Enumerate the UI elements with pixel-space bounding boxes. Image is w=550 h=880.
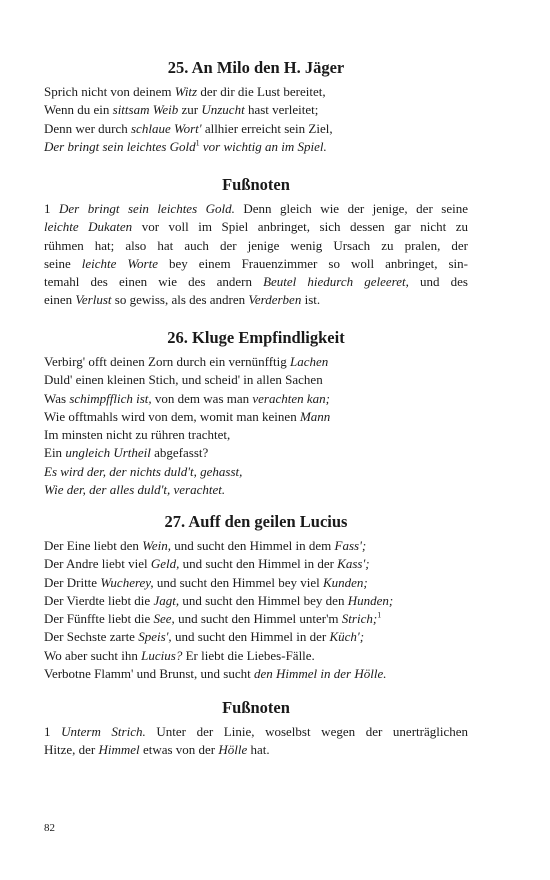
italic-run: Fass'; — [334, 538, 367, 553]
text-run: Wo aber sucht ihn — [44, 647, 142, 663]
footnote-line — [44, 237, 468, 255]
footnote-marker: 1 — [195, 138, 200, 148]
footnote-line — [44, 200, 468, 218]
italic-run: Wie der, der alles duld't, verachtet. — [44, 482, 226, 498]
footnotes-heading-2: Fußnoten — [222, 698, 290, 717]
text-run: allhier erreicht sein Ziel, — [201, 120, 333, 136]
text-run: Hitze, der — [44, 742, 99, 758]
verse-line — [44, 665, 468, 683]
verse-line — [44, 610, 468, 628]
poem-26 — [44, 353, 468, 499]
footnote-line — [44, 723, 468, 741]
italic-run: sittsam Weib — [112, 102, 179, 118]
footnote-marker: 1 — [377, 610, 382, 620]
italic-run: Küch'; — [329, 629, 365, 645]
italic-run: Jagt, — [153, 592, 180, 608]
text-run: Der Fünffte liebt die — [44, 611, 154, 627]
text-run: von dem was man — [151, 390, 253, 406]
italic-run: Kunden; — [322, 574, 368, 590]
text-run: Duld' einen kleinen Stich, und scheid' in allen Sachen — [44, 372, 323, 388]
footnotes-heading-1: Fußnoten — [222, 175, 290, 194]
verse-line — [44, 537, 468, 555]
text-run: Wenn du ein — [44, 102, 113, 118]
verse-line — [44, 353, 468, 371]
text-run: seine — [44, 255, 82, 271]
section-title-26: 26. Kluge Empfindligkeit — [167, 328, 345, 347]
text-run: 1 — [44, 201, 59, 216]
text-run: rühmen hat; also hat auch der jenige wenig Ursach zu pralen, der — [44, 237, 468, 253]
italic-run: Verlust — [75, 292, 112, 308]
italic-run: den Himmel in der Hölle. — [253, 666, 387, 682]
italic-run: Es wird der, der nichts duld't, gehasst, — [44, 463, 243, 479]
text-run: 1 — [44, 724, 62, 739]
text-run: Im minsten nicht zu rühren trachtet, — [44, 427, 231, 443]
italic-run: leichte Dukaten — [44, 219, 133, 235]
text-run: Denn wer durch — [44, 120, 131, 136]
italic-run: See, — [153, 611, 175, 627]
text-run: und des — [408, 274, 468, 290]
text-run: und sucht den Himmel unter'm — [174, 611, 342, 627]
text-run: und sucht den Himmel in der — [171, 629, 330, 645]
italic-run: Unterm Strich. — [61, 724, 146, 739]
text-run: abgefasst? — [150, 445, 209, 461]
verse-line — [44, 371, 468, 389]
footnote-27 — [44, 723, 468, 760]
italic-run: Unzucht — [201, 102, 245, 118]
text-run: temahl des einen wie des andern — [44, 274, 264, 290]
verse-line — [44, 481, 468, 499]
text-run: und sucht den Himmel bey den — [179, 592, 348, 608]
text-run: Was — [44, 390, 70, 406]
verse-line — [44, 426, 468, 444]
text-run: und sucht den Himmel in dem — [170, 538, 335, 553]
text-run: Der Eine liebt den — [44, 538, 143, 553]
italic-run: Mann — [299, 408, 331, 424]
italic-run: Geld, — [150, 556, 180, 572]
verse-line — [44, 408, 468, 426]
text-run: etwas von der — [139, 742, 219, 758]
text-run: ist. — [301, 292, 321, 308]
text-run: Wie offtmahls wird von dem, womit man keinen — [44, 408, 300, 424]
italic-run: schimpfflich ist, — [69, 390, 152, 406]
italic-run: Wein, — [142, 538, 171, 553]
verse-line — [44, 574, 468, 592]
text-run: Ein — [44, 445, 66, 461]
verse-line — [44, 444, 468, 462]
italic-run: leichte Worte — [81, 255, 158, 271]
text-run: und sucht den Himmel in der — [179, 556, 338, 572]
italic-run: ungleich Urtheil — [65, 445, 151, 461]
italic-run: Kass'; — [337, 556, 370, 572]
verse-line — [44, 555, 468, 573]
italic-run: Der bringt sein leichtes Gold. — [59, 201, 235, 216]
italic-run: Der bringt sein leichtes Gold — [44, 138, 196, 154]
text-run: zur — [178, 102, 202, 118]
section-title-27: 27. Auff den geilen Lucius — [164, 512, 348, 531]
verse-line — [44, 138, 468, 156]
italic-run: Lucius? — [141, 647, 183, 663]
text-run: Er liebt die Liebes-Fälle. — [182, 647, 315, 663]
text-run: einen — [44, 292, 76, 308]
italic-run: Wucherey, — [100, 574, 154, 590]
text-run: Der Sechste zarte — [44, 629, 139, 645]
verse-line — [44, 628, 468, 646]
poem-25 — [44, 83, 468, 156]
text-run: vor voll im Spiel anbringet, sich dessen gar nicht zu — [132, 219, 468, 235]
verse-line — [44, 120, 468, 138]
italic-run: schlaue Wort' — [131, 120, 202, 136]
italic-run: Speis', — [138, 629, 172, 645]
poem-27 — [44, 537, 468, 683]
text-run: Verbirg' offt deinen Zorn durch ein vernünfftig — [44, 354, 291, 369]
verse-line — [44, 101, 468, 119]
italic-run: Hölle — [218, 742, 248, 758]
text-run: bey einem Frauenzimmer so woll anbringet, sin- — [157, 255, 468, 271]
italic-run: vor wichtig an im Spiel. — [199, 138, 327, 154]
text-run: so gewiss, als des andren — [111, 292, 249, 308]
text-run: Der Andre liebt viel — [44, 556, 151, 572]
text-run: hast verleitet; — [244, 102, 319, 118]
verse-line — [44, 592, 468, 610]
text-run: Der Vierdte liebt die — [44, 592, 154, 608]
page-number: 82 — [44, 822, 55, 834]
italic-run: Witz — [174, 84, 198, 99]
footnote-line — [44, 273, 468, 291]
footnote-25 — [44, 200, 468, 310]
text-run: Sprich nicht von deinem — [44, 84, 175, 99]
text-run: Verbotne Flamm' und Brunst, und sucht — [44, 666, 254, 682]
verse-line — [44, 83, 468, 101]
text-run: und sucht den Himmel bey viel — [153, 574, 323, 590]
text-run: Der Dritte — [44, 574, 101, 590]
text-run: der dir die Lust bereitet, — [197, 84, 326, 99]
footnote-line — [44, 255, 468, 273]
italic-run: Himmel — [98, 742, 140, 758]
italic-run: Lachen — [290, 354, 329, 369]
footnote-line — [44, 218, 468, 236]
italic-run: Beutel hiedurch geleeret, — [263, 274, 409, 290]
italic-run: Verderben — [248, 292, 302, 308]
verse-line — [44, 463, 468, 481]
text-run: hat. — [247, 742, 270, 758]
text-run: Denn gleich wie der jenige, der seine — [234, 201, 468, 216]
text-run: Unter der Linie, woselbst wegen der unerträglichen — [145, 724, 468, 739]
footnote-line — [44, 741, 468, 759]
verse-line — [44, 647, 468, 665]
italic-run: Strich; — [341, 611, 378, 627]
italic-run: Hunden; — [347, 592, 394, 608]
footnote-line — [44, 291, 468, 309]
verse-line — [44, 390, 468, 408]
section-title-25: 25. An Milo den H. Jäger — [167, 58, 345, 77]
italic-run: verachten kan; — [252, 390, 330, 406]
